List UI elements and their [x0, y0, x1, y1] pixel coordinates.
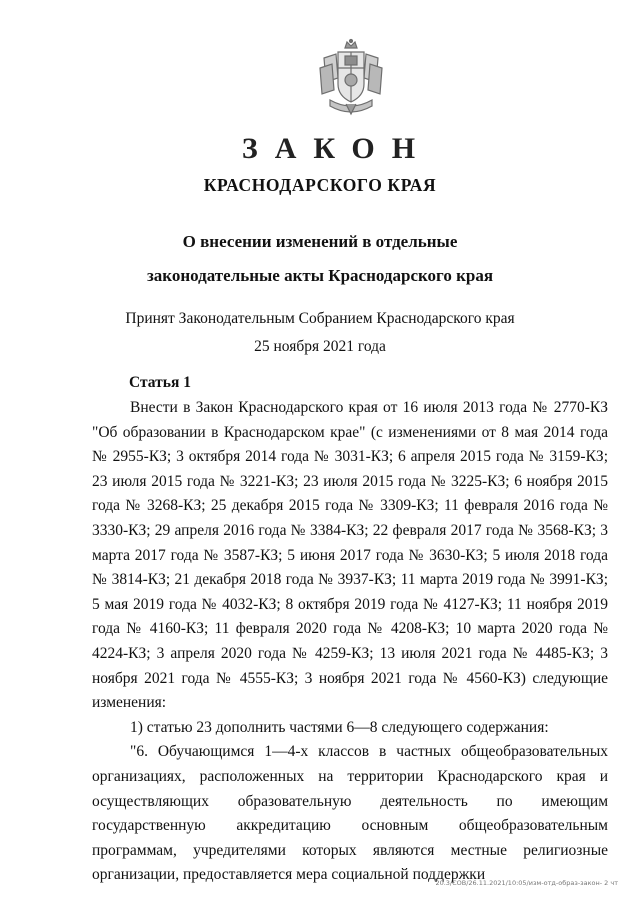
- adoption-date: 25 ноября 2021 года: [254, 338, 386, 355]
- adoption-body: Принят Законодательным Собранием Краснодарского края: [125, 310, 515, 327]
- paragraph: "6. Обучающимся 1—4-х классов в частных общеобразовательных организациях, расположенных на территории Краснодарского края и осуществляющих образовательную деятельность по имеющим государственную аккредитацию основным общеобразовательным программам, учредителями которых являются местные религиозные организации, предоставляется мера социальной поддержки: [92, 743, 608, 884]
- coat-of-arms-icon: [316, 38, 386, 118]
- law-title: ЗАКОН: [241, 132, 433, 165]
- article-title: Статья 1: [129, 374, 191, 391]
- article-body: [92, 396, 608, 888]
- document-heading: [0, 228, 640, 290]
- paragraph: Внести в Закон Краснодарского края от 16 июля 2013 года № 2770-КЗ "Об образовании в Краснодарском крае" (с изменениями от 8 мая 2014 года № 2955-КЗ; 3 октября 2014 года № 3031-КЗ; 6 апреля 2015 года № 3159-КЗ; 23 июля 2015 года № 3221-КЗ; 23 июля 2015 года № 3225-КЗ; 6 ноября 2015 года № 3268-КЗ; 25 декабря 2015 года № 3309-КЗ; 11 февраля 2016 года № 3330-КЗ; 29 апреля 2016 года № 3384-КЗ; 22 февраля 2017 года № 3568-КЗ; 3 марта 2017 года № 3587-КЗ; 5 июня 2017 года № 3630-КЗ; 5 июля 2018 года № 3814-КЗ; 21 декабря 2018 года № 3937-КЗ; 11 марта 2019 года № 3991-КЗ; 5 мая 2019 года № 4032-КЗ; 8 октября 2019 года № 4127-КЗ; 11 ноября 2019 года № 4160-КЗ; 11 февраля 2020 года № 4208-КЗ; 10 марта 2020 года № 4224-КЗ; 3 апреля 2020 года № 4259-КЗ; 13 июля 2021 года № 4485-КЗ; 3 ноября 2021 года № 4555-КЗ; 3 ноября 2021 года № 4560-КЗ) следующие изменения:: [92, 399, 608, 712]
- document-footer-code: 20.3/CОВ/26.11.2021/10:05/изм-отд-образ-закон- 2 чт: [435, 879, 618, 887]
- paragraph: 1) статью 23 дополнить частями 6—8 следующего содержания:: [130, 718, 549, 736]
- document-heading-line: О внесении изменений в отдельные: [182, 232, 458, 251]
- document-heading-line: законодательные акты Краснодарского края: [146, 266, 494, 285]
- adoption-info: [0, 306, 640, 360]
- law-subtitle: КРАСНОДАРСКОГО КРАЯ: [203, 175, 437, 195]
